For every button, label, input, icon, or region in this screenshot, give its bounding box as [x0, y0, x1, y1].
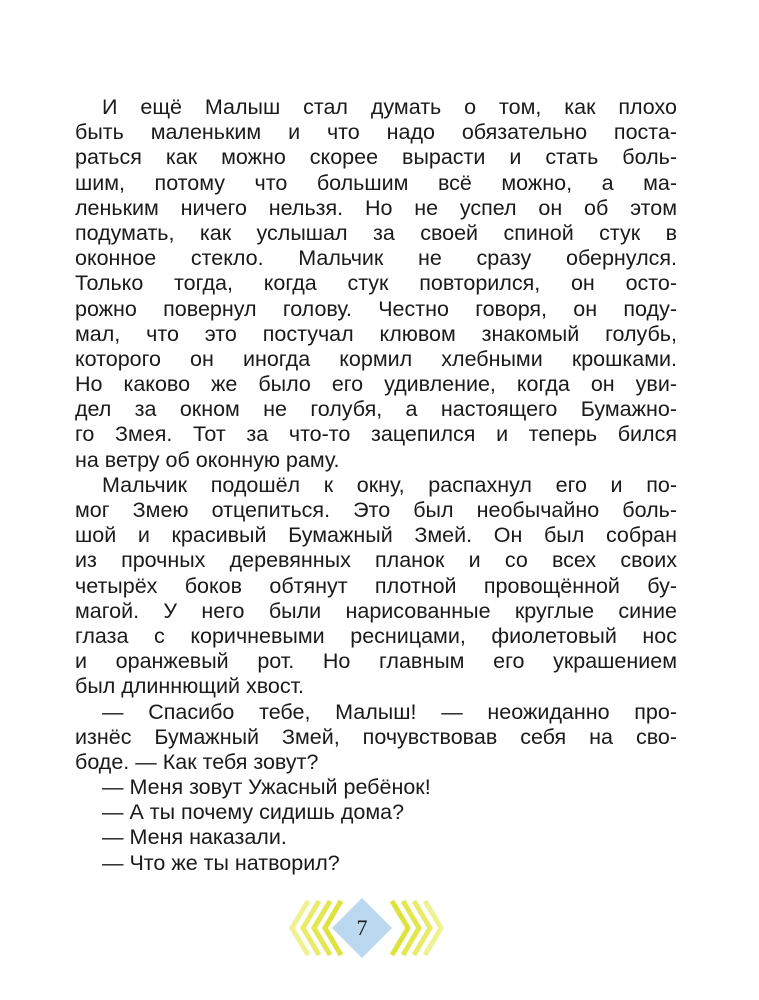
text-line: которого он иногда кормил хлебными крошками.: [75, 346, 677, 371]
text-line: — Что же ты натворил?: [102, 850, 340, 875]
dialogue-line: [75, 825, 677, 850]
text-line: был длиннющий хвост.: [75, 674, 305, 699]
page-number: 7: [356, 915, 368, 940]
text-line: на ветру об оконную раму.: [75, 447, 340, 472]
dialogue-line: [75, 775, 677, 800]
text-line: — Меня наказали.: [102, 825, 287, 850]
text-line: быть маленьким и что надо обязательно поста-: [75, 120, 677, 145]
text-line: глаза с коричневыми ресницами, фиолетовый нос: [75, 623, 677, 648]
page-number-ornament: [0, 893, 759, 963]
text-line: Но каково же было его удивление, когда он уви-: [75, 372, 677, 397]
text-line: И ещё Малыш стал думать о том, как плохо: [102, 95, 677, 119]
text-line: го Змея. Тот за что-то зацепился и теперь бился: [75, 422, 677, 447]
text-line: шим, потому что большим всё можно, а ма-: [75, 170, 677, 195]
text-line: подумать, как услышал за своей спиной стук в: [75, 220, 677, 245]
text-line: мал, что это постучал клювом знакомый голубь,: [75, 321, 677, 346]
text-line: — А ты почему сидишь дома?: [102, 800, 405, 825]
text-line: дел за окном не голубя, а настоящего Бумажно-: [75, 397, 677, 422]
paragraph: [75, 473, 677, 700]
text-line: и оранжевый рот. Но главным его украшением: [75, 649, 677, 674]
text-line: раться как можно скорее вырасти и стать боль-: [75, 145, 677, 170]
paragraph: [75, 95, 677, 473]
dialogue-line: [75, 851, 677, 876]
text-line: шой и красивый Бумажный Змей. Он был собран: [75, 523, 677, 548]
text-line: магой. У него были нарисованные круглые синие: [75, 598, 677, 623]
text-line: Мальчик подошёл к окну, распахнул его и по-: [102, 472, 677, 497]
text-line: — Меня зовут Ужасный ребёнок!: [102, 775, 431, 800]
text-line: Только тогда, когда стук повторился, он осто-: [75, 271, 677, 296]
text-line: оконное стекло. Мальчик не сразу обернулся.: [75, 246, 677, 271]
text-line: из прочных деревянных планок и со всех своих: [75, 548, 677, 573]
dialogue-paragraph: [75, 700, 677, 776]
text-line: изнёс Бумажный Змей, почувствовав себя на сво-: [75, 724, 677, 749]
text-line: мог Змею отцепиться. Это был необычайно боль-: [75, 498, 677, 522]
text-line: — Спасибо тебе, Малыш! — неожиданно про-: [102, 699, 677, 724]
text-line: четырёх боков обтянут плотной провощённой бу-: [75, 573, 677, 598]
text-line: рожно повернул голову. Честно говоря, он поду-: [75, 296, 677, 321]
text-line: боде. — Как тебя зовут?: [75, 749, 319, 774]
body-text: [75, 95, 677, 876]
right-chevrons-icon: [389, 893, 445, 963]
text-line: леньким ничего нельзя. Но не успел он об этом: [75, 195, 677, 220]
dialogue-line: [75, 800, 677, 825]
